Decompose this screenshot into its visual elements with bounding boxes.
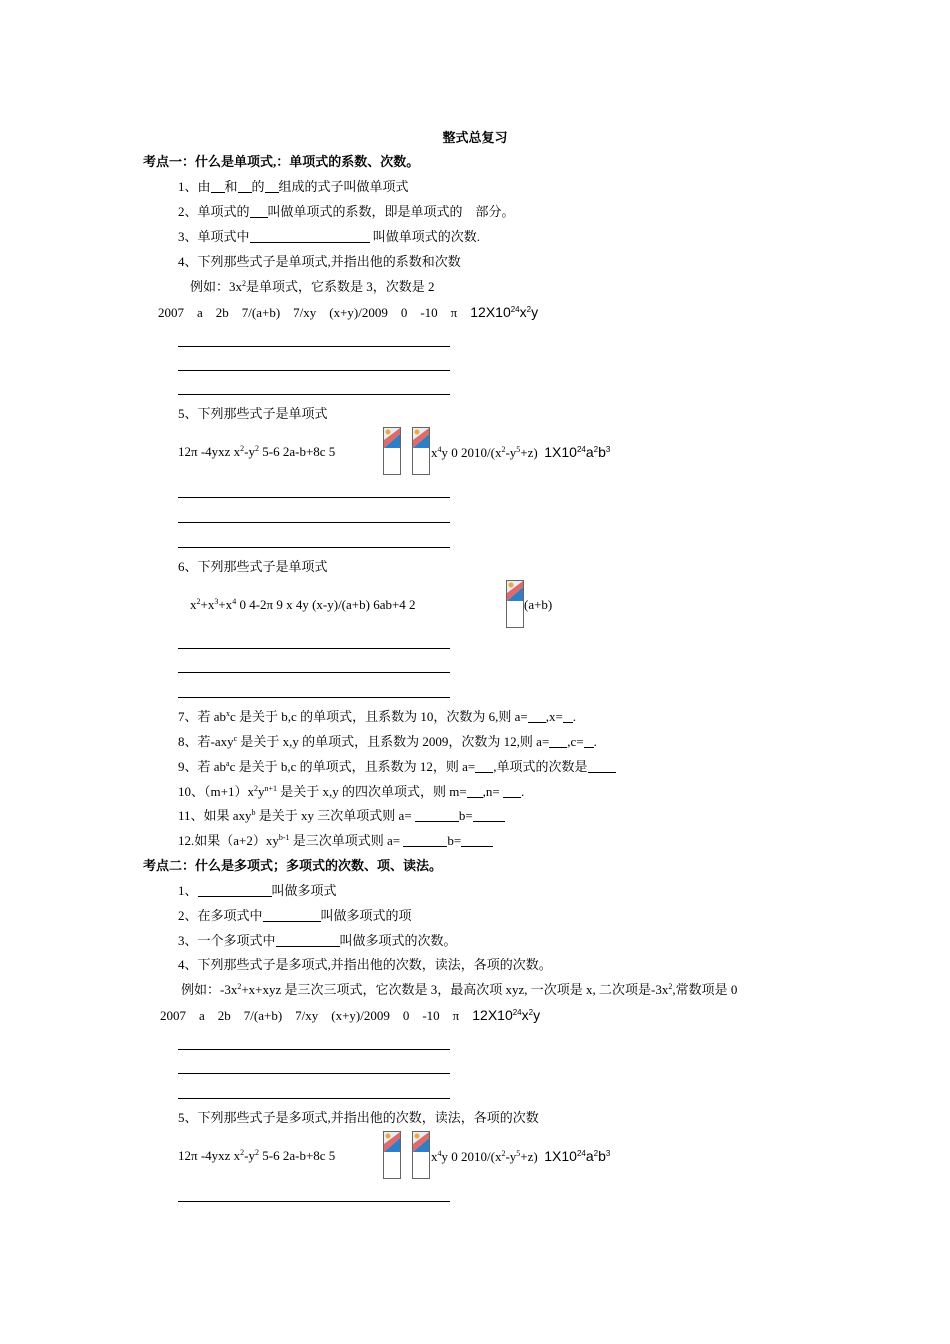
s1-question-6: 6、下列那些式子是单项式 xyxy=(178,559,328,574)
s1-question-4: 4、下列那些式子是单项式,并指出他的系数和次数 xyxy=(178,254,461,269)
s1-q5-expression-rest: $x^4y$ 0 $2010/(x^2-y^5+z)$ $1X10^{24}a^2b^3$ xyxy=(431,444,611,460)
answer-line[interactable] xyxy=(178,497,450,498)
s2-example: 例如：$-3x^2+x+xyz$ 是三次三项式，它次数是 3，最高次项 xyz, 一次项是 x, 二次项是$-3x^2$,常数项是 0 xyxy=(181,982,738,997)
s1-q6-expression-rest: (a+b) xyxy=(524,597,553,612)
s1-question-8: 8、若-axy$^c$ 是关于 x,y 的单项式，且系数为 2009，次数为 12,则 a= ,c= . xyxy=(178,734,597,749)
s1-question-2: 2、单项式的 叫做单项式的系数，即是单项式的 部分。 xyxy=(178,204,515,219)
answer-line[interactable] xyxy=(178,1098,450,1099)
image-placeholder-icon xyxy=(383,427,401,475)
s1-question-11: 11、如果 axy$^b$ 是关于 xy 三次单项式则 a= b= xyxy=(178,808,505,824)
image-placeholder-icon xyxy=(383,1131,401,1179)
image-placeholder-icon xyxy=(412,427,430,475)
answer-line[interactable] xyxy=(178,1201,450,1202)
image-placeholder-icon xyxy=(506,580,524,628)
s1-q6-expression: $x^2+x^3+x^4$ 0 4-2π 9 x 4y (x-y)/(a+b) 6ab+4 2 xyxy=(190,597,416,612)
answer-line[interactable] xyxy=(178,522,450,523)
answer-line[interactable] xyxy=(178,648,450,649)
s1-question-1: 1、由 和 的 组成的式子叫做单项式 xyxy=(178,179,409,194)
s1-question-7: 7、若 $ab^xc$ 是关于 b,c 的单项式，且系数为 10，次数为 6,则 a= ,x= . xyxy=(178,709,577,724)
s1-question-12: 12.如果$(a+2)xy^{b-1}$ 是三次单项式则 a= b= xyxy=(178,833,493,849)
s2-question-4: 4、下列那些式子是多项式,并指出他的次数，读法，各项的次数。 xyxy=(178,957,552,972)
answer-line[interactable] xyxy=(178,346,450,347)
s1-question-9: 9、若 $ab^ac$ 是关于 b,c 的单项式，且系数为 12，则 a= ,单项式的次数是 xyxy=(178,759,616,775)
s1-q5-expression: 12π -4yxz $x^2-y^2$ 5-6 2a-b+8c 5 xyxy=(178,444,336,459)
s2-expression-list: 2007 a 2b 7/(a+b) 7/xy (x+y)/2009 0 -10 π $12X10^{24}x^2y$ xyxy=(160,1007,541,1023)
s2-question-1: 1、 叫做多项式 xyxy=(178,883,337,898)
answer-line[interactable] xyxy=(178,1073,450,1074)
s1-question-3: 3、单项式中 叫做单项式的次数. xyxy=(178,229,481,244)
s1-question-10: 10、$(m+1)x^2y^{n+1}$ 是关于 x,y 的四次单项式，则 m= ,n= . xyxy=(178,784,525,799)
section1-heading: 考点一：什么是单项式,：单项式的系数、次数。 xyxy=(143,154,420,169)
image-placeholder-icon xyxy=(412,1131,430,1179)
answer-line[interactable] xyxy=(178,547,450,548)
s1-expression-list: 2007 a 2b 7/(a+b) 7/xy (x+y)/2009 0 -10 π $12X10^{24}x^2y$ xyxy=(158,304,539,320)
section2-heading: 考点二：什么是多项式；多项式的次数、项、读法。 xyxy=(143,858,443,873)
s1-example: 例如：$3x^2$是单项式，它系数是 3，次数是 2 xyxy=(190,279,435,294)
s1-question-5: 5、下列那些式子是单项式 xyxy=(178,406,328,421)
answer-line[interactable] xyxy=(178,394,450,395)
s2-question-5: 5、下列那些式子是多项式,并指出他的次数，读法，各项的次数 xyxy=(178,1110,539,1125)
s2-q5-expression: 12π -4yxz $x^2-y^2$ 5-6 2a-b+8c 5 xyxy=(178,1148,336,1163)
answer-line[interactable] xyxy=(178,1049,450,1050)
s2-q5-expression-rest: $x^4y$ 0 $2010/(x^2-y^5+z)$ $1X10^{24}a^2b^3$ xyxy=(431,1148,611,1164)
answer-line[interactable] xyxy=(178,672,450,673)
answer-line[interactable] xyxy=(178,697,450,698)
answer-line[interactable] xyxy=(178,370,450,371)
page-title: 整式总复习 xyxy=(442,130,508,145)
s2-question-3: 3、一个多项式中 叫做多项式的次数。 xyxy=(178,933,457,948)
s2-question-2: 2、在多项式中 叫做多项式的项 xyxy=(178,908,412,923)
